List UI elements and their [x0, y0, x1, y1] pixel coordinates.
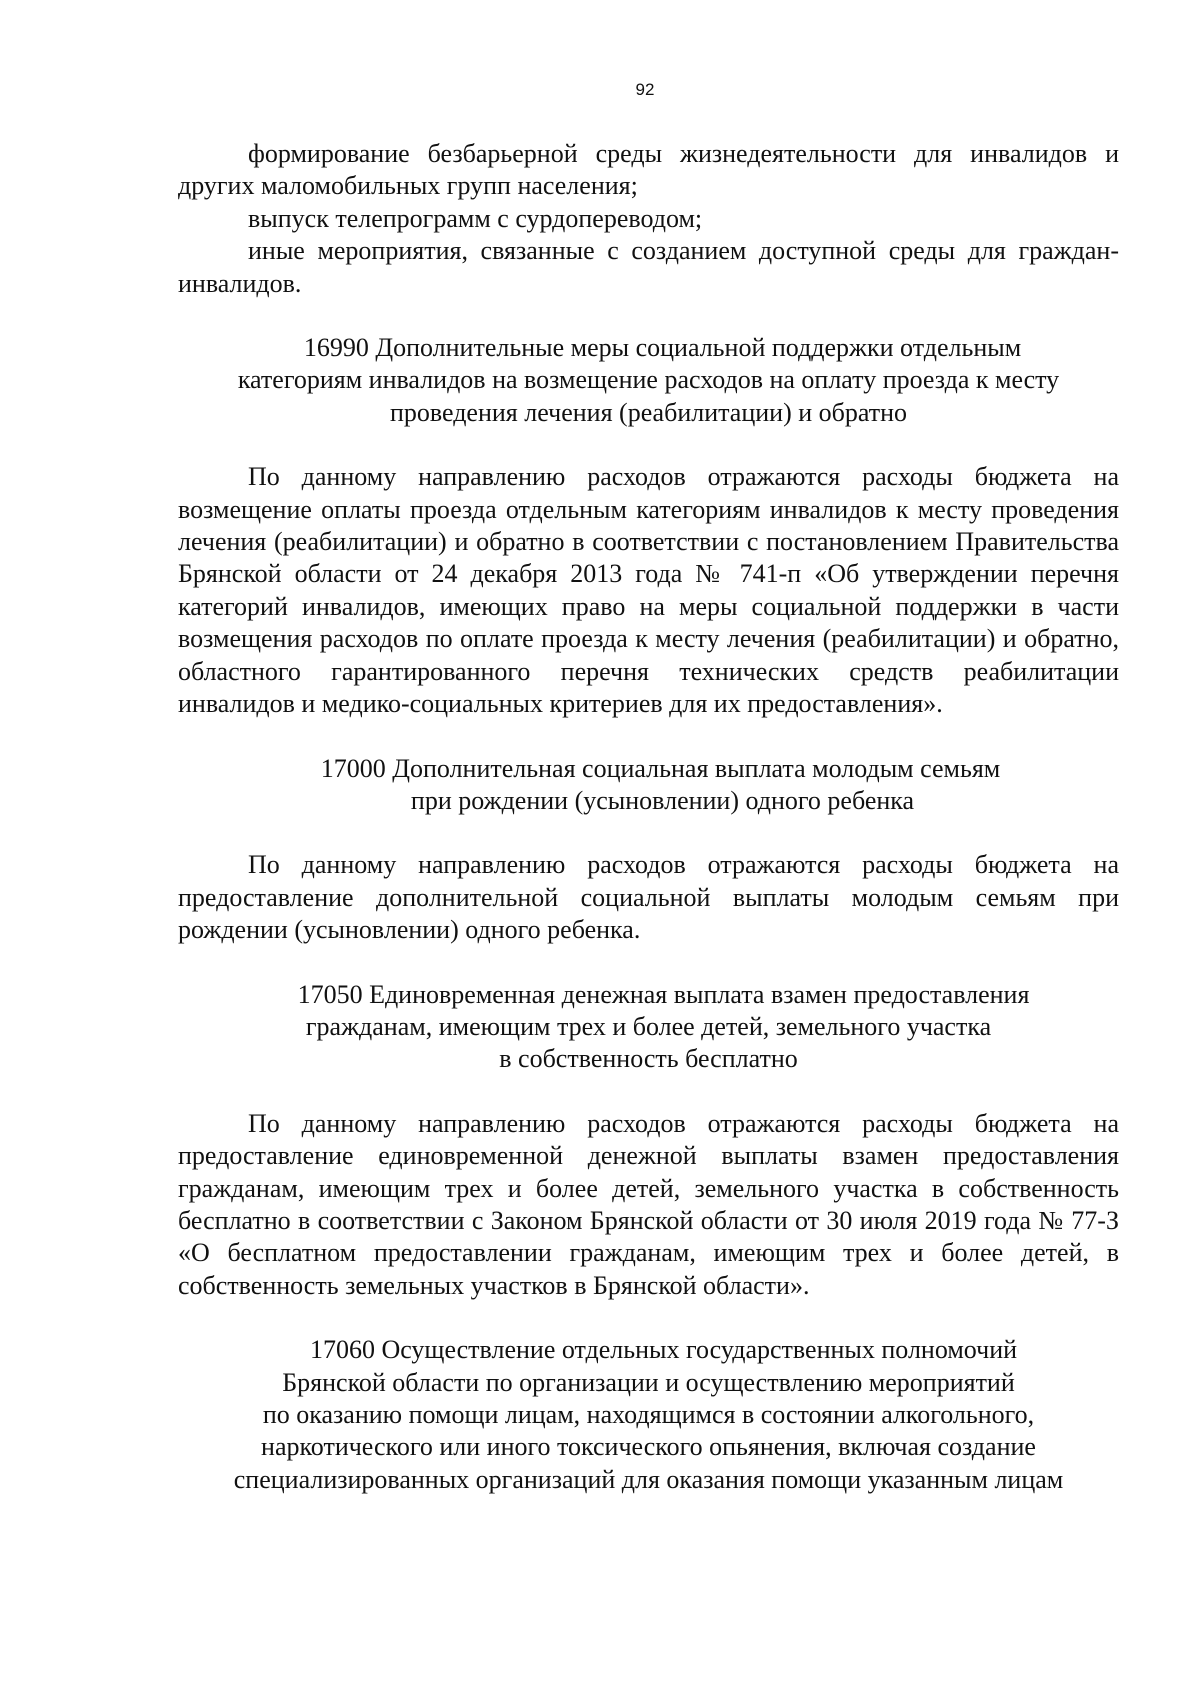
section-heading-17060 — [178, 1334, 1119, 1496]
page-content — [178, 138, 1119, 1496]
spacer — [178, 721, 1119, 753]
spacer — [178, 300, 1119, 332]
section-heading-16990 — [178, 332, 1119, 429]
page-number: 92 — [635, 80, 655, 99]
heading-line: категориям инвалидов на возмещение расходов на оплату проезда к месту — [237, 365, 1060, 395]
heading-line: 17000 Дополнительная социальная выплата молодым семьям — [320, 753, 1001, 783]
heading-line: проведения лечения (реабилитации) и обратно — [389, 397, 908, 427]
intro-paragraph-2: выпуск телепрограмм с сурдопереводом; — [248, 203, 703, 233]
heading-line: специализированных организаций для оказания помощи указанным лицам — [233, 1464, 1064, 1494]
section-body-17050: По данному направлению расходов отражаются расходы бюджета на предоставление единовременной денежной выплаты взамен предоставления гражданам, имеющим трех и более детей, земельного участка в собственность бесплатно в соответствии с Законом Брянской области от 30 июля 2019 года № 77-З «О бесплатном предоставлении гражданам, имеющим трех и более детей, в собственность земельных участков в Брянской области». — [178, 1108, 1119, 1300]
heading-line: по оказанию помощи лицам, находящимся в состоянии алкогольного, — [262, 1400, 1035, 1429]
heading-line: Брянской области по организации и осуществлению мероприятий — [282, 1367, 1015, 1397]
heading-line: при рождении (усыновлении) одного ребенка — [410, 785, 915, 815]
section-heading-17000 — [178, 753, 1119, 818]
intro-paragraph-1: формирование безбарьерной среды жизнедеятельности для инвалидов и других маломобильных групп населения; — [178, 139, 1119, 201]
section-heading-17050 — [178, 979, 1119, 1076]
heading-line: наркотического или иного токсического опьянения, включая создание — [261, 1432, 1036, 1462]
heading-line: гражданам, имеющим трех и более детей, земельного участка — [305, 1011, 992, 1041]
heading-line: 17050 Единовременная денежная выплата взамен предоставления — [297, 979, 1030, 1009]
spacer — [178, 817, 1119, 849]
intro-paragraph-3: иные мероприятия, связанные с созданием доступной среды для граждан-инвалидов. — [178, 236, 1119, 298]
heading-line: 16990 Дополнительные меры социальной поддержки отдельным — [303, 333, 1022, 363]
heading-line: 17060 Осуществление отдельных государственных полномочий — [309, 1335, 1018, 1365]
spacer — [178, 947, 1119, 979]
section-body-17000: По данному направлению расходов отражаются расходы бюджета на предоставление дополнительной социальной выплаты молодым семьям при рождении (усыновлении) одного ребенка. — [178, 850, 1119, 945]
spacer — [178, 1076, 1119, 1108]
heading-line: в собственность бесплатно — [499, 1044, 798, 1074]
spacer — [178, 429, 1119, 461]
spacer — [178, 1302, 1119, 1334]
section-body-16990: По данному направлению расходов отражаются расходы бюджета на возмещение оплаты проезда отдельным категориям инвалидов к месту проведения лечения (реабилитации) и обратно в соответствии с постановлением Правительства Брянской области от 24 декабря 2013 года № 741-п «Об утверждении перечня категорий инвалидов, имеющих право на меры социальной поддержки в части возмещения расходов по оплате проезда к месту лечения (реабилитации) и обратно, областного гарантированного перечня технических средств реабилитации инвалидов и медико-социальных критериев для их предоставления». — [178, 462, 1119, 719]
